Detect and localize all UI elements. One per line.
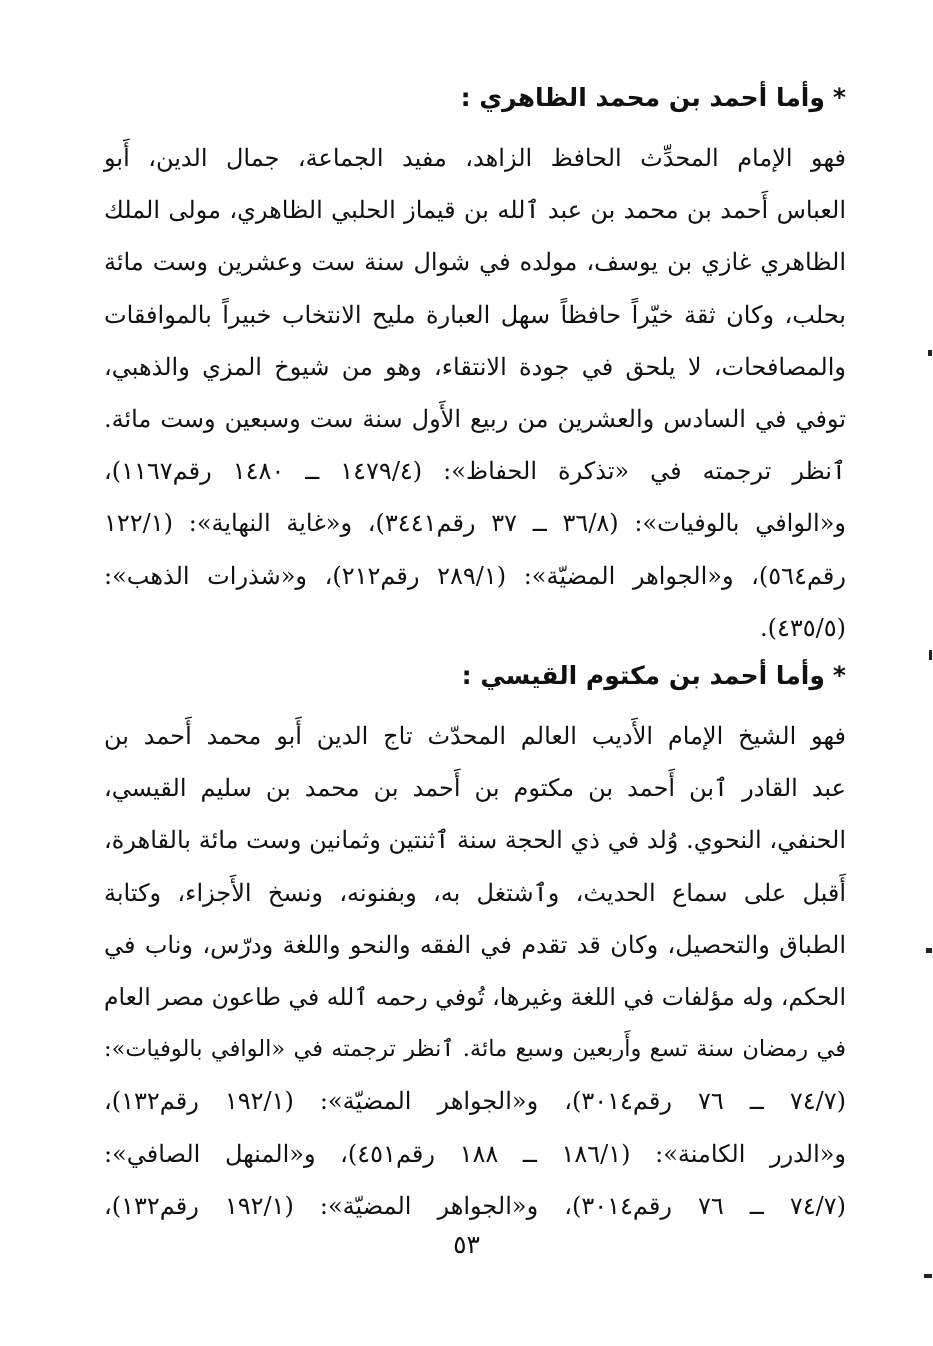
paragraph-line: الحكم، وله مؤلفات في اللغة وغيرها، تُوفي رحمه ٱلله في طاعون مصر العام (104, 982, 846, 1011)
scan-edge-mark (929, 650, 932, 660)
bullet-star-icon: * (832, 83, 846, 112)
page-number: ٥٣ (453, 1230, 480, 1259)
paragraph-line: عبد القادر ٱبن أَحمد بن مكتوم بن أَحمد بن محمد بن سليم القيسي، (104, 774, 846, 803)
paragraph-line: في رمضان سنة تسع وأَربعين وسبع مائة. ٱنظر ترجمته في «الوافي بالوفيات»: (104, 1036, 846, 1063)
section-ahmad-al-zahiri (104, 78, 846, 654)
heading-text: وأما أحمد بن مكتوم القيسي : (461, 661, 825, 690)
scan-edge-mark (924, 1274, 932, 1278)
paragraph-line: الطباق والتحصيل، وكان قد تقدم في الفقه والنحو واللغة ودرّس، وناب في (104, 930, 846, 959)
heading-text: وأما أحمد بن محمد الظاهري : (460, 83, 825, 112)
section-heading (104, 656, 846, 696)
paragraph-line: (٧٤/٧ ــ ٧٦ رقم٣٠١٤)، و«الجواهر المضيّة»: (١٩٢/١ رقم١٣٢)، (104, 1087, 846, 1116)
paragraph-line: العباس أَحمد بن محمد بن عبد ٱلله بن قيماز الحلبي الظاهري، مولى الملك (104, 196, 846, 225)
paragraph-line: بحلب، وكان ثقة خيّراً حافظاً سهل العبارة مليح الانتخاب خبيراً بالموافقات (104, 300, 846, 329)
paragraph-line: و«الدرر الكامنة»: (١٨٦/١ ــ ١٨٨ رقم٤٥١)، و«المنهل الصافي»: (104, 1139, 847, 1168)
paragraph-line: (٤٣٥/٥). (759, 613, 846, 642)
paragraph-line: أَقبل على سماع الحديث، وٱشتغل به، وبفنونه، ونسخ الأَجزاء، وكتابة (104, 878, 846, 907)
paragraph-line: والمصافحات، لا يلحق في جودة الانتقاء، وهو من شيوخ المزي والذهبي، (104, 352, 846, 381)
paragraph-line: فهو الشيخ الإمام الأَديب العالم المحدّث تاج الدين أَبو محمد أَحمد بن (104, 722, 846, 750)
section-heading (104, 78, 846, 118)
paragraph-line: توفي في السادس والعشرين من ربيع الأَول سنة ست وسبعين وست مائة. (104, 404, 846, 433)
section-ahmad-ibn-maktum (104, 656, 846, 1232)
paragraph-line: ٱنظر ترجمته في «تذكرة الحفاظ»: (١٤٧٩/٤ ــ ١٤٨٠ رقم١١٦٧)، (104, 457, 846, 486)
paragraph-line: الحنفي، النحوي. وُلد في ذي الحجة سنة ٱثنتين وثمانين وست مائة بالقاهرة، (104, 826, 846, 855)
bullet-star-icon: * (832, 661, 846, 690)
scan-edge-mark (928, 350, 932, 356)
paragraph-line: فهو الإمام المحدِّث الحافظ الزاهد، مفيد الجماعة، جمال الدين، أَبو (104, 144, 846, 172)
scan-edge-mark (926, 948, 932, 953)
paragraph-line: رقم٥٦٤)، و«الجواهر المضيّة»: (٢٨٩/١ رقم٢١٢)، و«شذرات الذهب»: (104, 561, 846, 590)
paragraph-line: (٧٤/٧ ــ ٧٦ رقم٣٠١٤)، و«الجواهر المضيّة»: (١٩٢/١ رقم١٣٢)، (104, 1191, 846, 1220)
paragraph-line: الظاهري غازي بن يوسف، مولده في شوال سنة ست وعشرين وست مائة (104, 248, 846, 277)
paragraph-line: و«الوافي بالوفيات»: (٣٦/٨ ــ ٣٧ رقم٣٤٤١)، و«غاية النهاية»: (١٢٢/١ (104, 509, 846, 538)
